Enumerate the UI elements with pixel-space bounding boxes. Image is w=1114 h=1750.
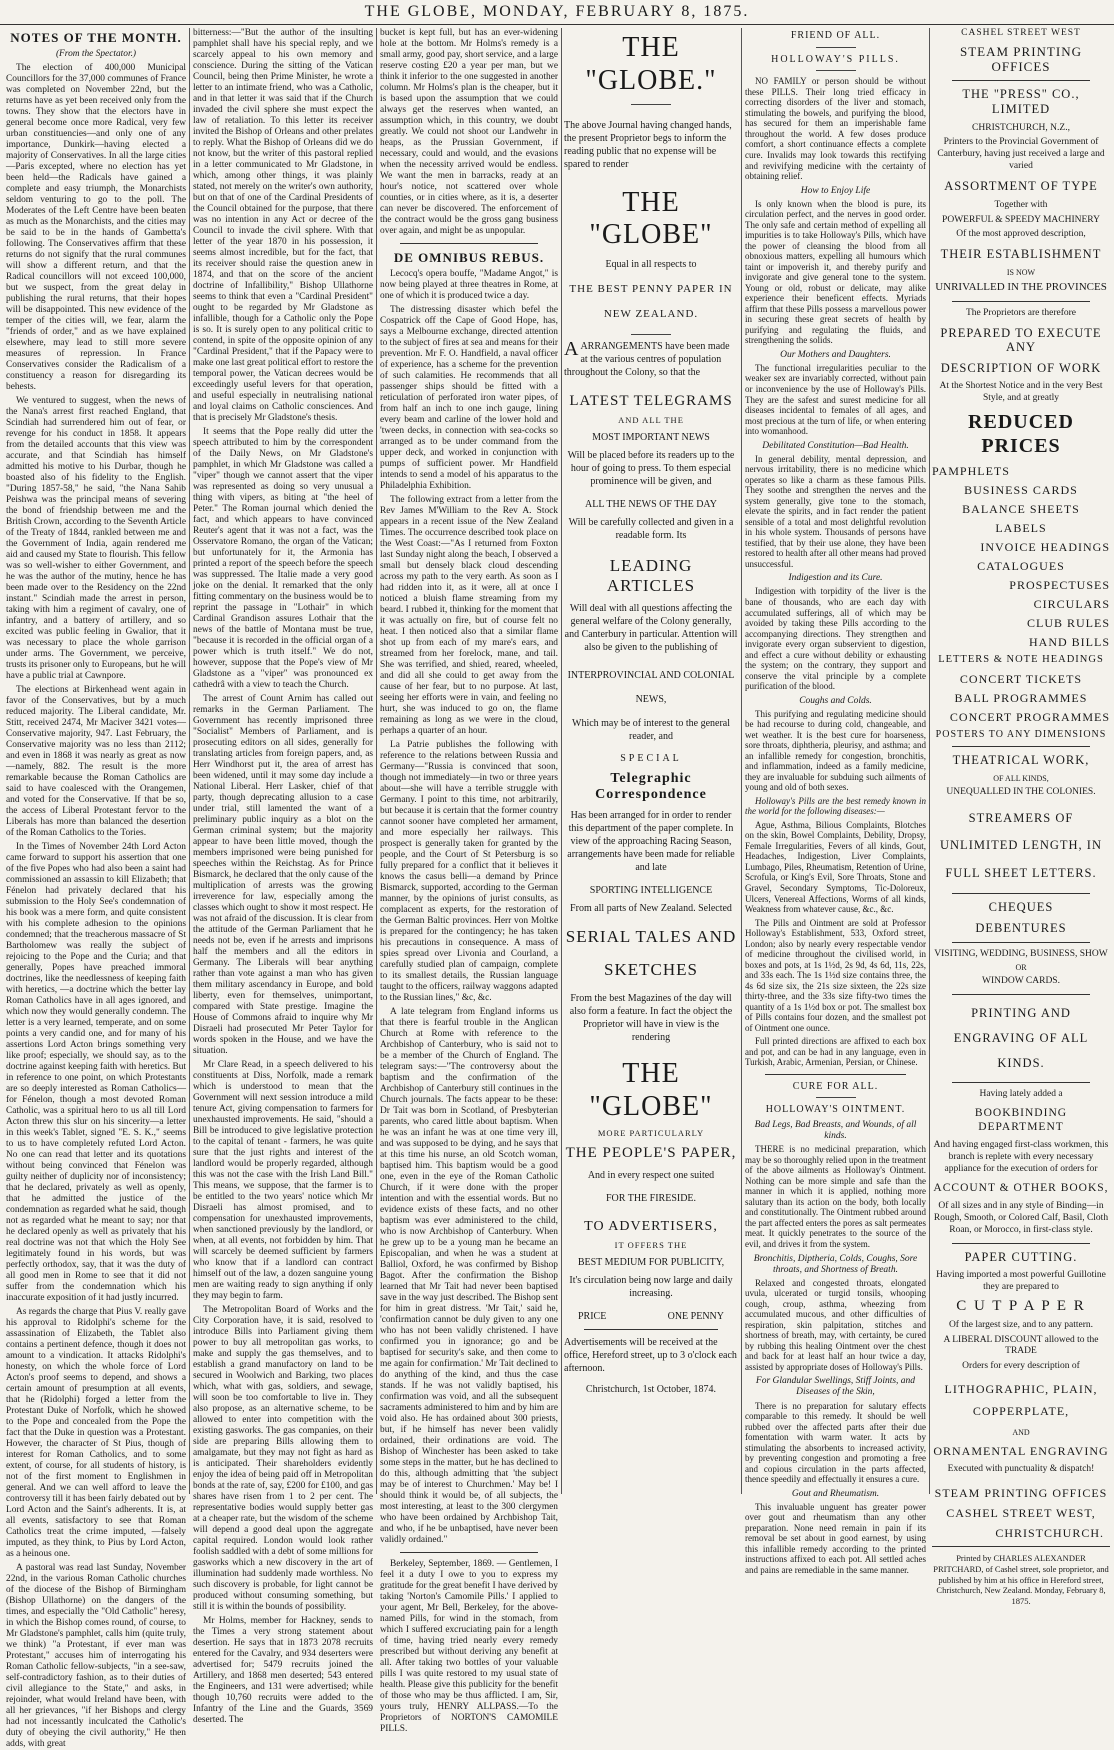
- ad-paragraph: The Pills and Ointment are sold at Professor Holloway's Establishment, 533, Oxford street, London; also by nearly every respectable vendor of medicine throughout the civilised world, in boxes and pots, at 1s 1½d, 2s 9d, 4s 6d, 11s, 22s, and 33s each. The 1s 1½d size contains three, the 4s 6d size six, the 21s size sixteen, the 22s size thirty-three, and the 33s size fifty-two times the quantity of a 1s 1½d box or pot. The smallest box of Pills contains four dozen, and the smallest pot of Ointment one ounce.: [745, 917, 926, 1033]
- leading-articles: LEADING ARTICLES: [606, 556, 696, 595]
- section-divider: [952, 942, 1090, 943]
- footer-address: CASHEL STREET WEST,: [946, 1506, 1096, 1521]
- collected-text: Will be carefully collected and given in a readable form. Its: [568, 517, 734, 542]
- article-paragraph: The election of 400,000 Municipal Councillors for the 37,000 communes of France was completed on November 22nd, but the returns have as yet been received only from the towns. They show that the electors have in general become once more Radical, very few urban constituencies—and only one of any importance, Dunkirk—having elected a majority of Conservatives. In all the large cities—Paris excepted, where no election has yet been held—the Radicals have gained a complete and easy triumph, the Monarchists seldom venturing to go to the poll. The Moderates of the Left Centre have been beaten as much as the Monarchists, and the cities may be said to be in the hands of Gambetta's following. The Conservatives affirm that these returns do not signify that the rural communes will show a different return, and that the Radical councillors will not exceed 100,000, but we suspect, from the great delay in publishing the rural returns, that their hopes will be disappointed. This new evidence of the temper of the cities will, we fear, alarm the "friends of order," and as we have explained elsewhere, may lead to still more severe measures of repression. In France Conservatives consider the Radicalism of a constituency a reason for disregarding its behests.: [6, 63, 186, 393]
- offers-label: IT OFFERS THE: [614, 1240, 688, 1251]
- orders-text: Orders for every description of: [962, 1361, 1080, 1372]
- holloway-advertisement: [745, 28, 926, 1575]
- ad-paragraph: Full printed directions are affixed to each box and pot, and can be had in any language, even in Turkish, Arabic, Armenian, Persian, or Chinese.: [745, 1036, 926, 1068]
- largest-size: Of the largest size, and to any pattern.: [948, 1319, 1094, 1330]
- visiting-cards: VISITING, WEDDING, BUSINESS, SHOW: [934, 948, 1108, 959]
- article-paragraph: The elections at Birkenhead went again in favor of the Conservatives, but by a much reduced majority. The Liberal candidate, Mr. Stitt, received 2474, Mr Maciver 3421 votes—Conservative majority, 947. Last February, the Conservative majority was no less than 2112; and even in 1868 it was nearly as great as now—namely, 882. The result is the more remarkable because the Roman Catholics are said to have coalesced with the Orangemen, and voted for the Conservative. If that be so, the access of Liberal Protestant fervor to the Liberals has more than balanced the desertion of the Roman Catholics to the Tories.: [6, 685, 186, 839]
- lithographic-plain: LITHOGRAPHIC, PLAIN, COPPERPLATE,: [944, 1382, 1098, 1418]
- section-divider: [400, 243, 538, 244]
- subheading: Coughs and Colds.: [799, 695, 872, 706]
- article-paragraph: It seems that the Pope really did utter the speech attributed to him by the correspondent of the Daily News, on Mr Gladstone's pamphlet, in which Mr Gladstone was called a "viper" though we cannot assert that the viper was represented as doing so very unusual a thing with vipers, as biting at "the heel of Peter." The Roman journal which denied the fact, and which appears to have convinced Reuter's agent that it was not a fact, was the Osservatore Romano, the organ of the Vatican; but unfortunately for it, the Armonia has printed a report of the speech before the speech was suppressed. The Italie made a very good joke on the denial. It remarked that the only fitting commentary on the business would be to reprint the passage in "Lothair" in which Cardinal Grandison assures Lothair that the news of the battle of Montana must be true, "because it is recorded in the official organ of a power which is truth itself." We do not, however, suppose that the Pope's view of Mr Gladstone as a "viper" was pronounced ex cathedrâ with a view to teach the Church.: [193, 427, 373, 690]
- ad-paragraph: Relaxed and congested throats, elongated uvula, ulcerated or turgid tonsils, whooping cough, croup, asthma, wheezing from accumulated mucous, and other difficulties of respiration, skin palpitation, stitches and shortness of breath, may, with certainty, be cured by rubbing this healing Ointment over the chest and back for at least half an hour twice a day, assisted by appropriate doses of Holloway's Pills.: [745, 1277, 926, 1372]
- column-rule: [189, 28, 190, 1494]
- article-paragraph: The distressing disaster which befel the Cospatrick off the Cape of Good Hope, has, says a Melbourne exchange, directed attention to the subject of fires at sea and means for their prevention. Mr F. O. Handfield, a naval officer of experience, has a scheme for the prevention of such calamities. He recommends that all passenger ships should be fitted with a reticulation of perforated iron water pipes, of from half an inch to one inch gauge, lining every beam and carline of the lower hold and 'tween decks, in connection with sea-cocks so arranged as to be under command from the upper deck, and worked in conjunction with pumps of sufficient power. Mr Handfield intends to send a model of his apparatus to the Philadelphia Exhibition.: [380, 305, 558, 492]
- short-rule: [816, 47, 856, 48]
- trade-discount: A LIBERAL DISCOUNT allowed to the TRADE: [943, 1334, 1099, 1357]
- short-rule: [816, 1097, 856, 1098]
- peoples-paper: THE PEOPLE'S PAPER,: [565, 1145, 737, 1162]
- address-header: CASHEL STREET WEST: [961, 28, 1081, 38]
- is-now: IS NOW: [1006, 267, 1036, 277]
- source-line: (From the Spectator.): [55, 49, 137, 60]
- reduced-prices: REDUCED PRICES: [968, 411, 1074, 457]
- holloways-pills: HOLLOWAY'S PILLS.: [771, 53, 900, 65]
- and-label: AND: [1012, 1428, 1030, 1438]
- shortest-notice: At the Shortest Notice and in the very Best Style, and at greatly: [939, 381, 1103, 404]
- all-the-news: ALL THE NEWS OF THE DAY: [585, 499, 717, 511]
- placed-text: Will be placed before its readers up to the hour of going to press. To them especial prominence will be given, and: [567, 450, 735, 488]
- ad-paragraph: Is only known when the blood is pure, its circulation perfect, and the nerves in good order. The only safe and certain method of expelling all impurities is to take Holloway's Pills, which have the power of cleansing the blood from all obnoxious matters, expelling all humours which taint or impoverish it, and thereby purify and invigorate and give general tone to the system. Young or old, robust or delicate, may alike experience their beneficent effects. Myriads affirm that these Pills possess a marvellous power in securing these great secrets of health by purifying and regulating the fluids, and strengthening the solids.: [745, 198, 926, 346]
- proprietors-text: The Proprietors are therefore: [966, 307, 1076, 318]
- intro-text: The above Journal having changed hands, the present Proprietor begs to inform the reading public that no expense will be spared to render: [564, 119, 732, 170]
- article-paragraph: As regards the charge that Pius V. really gave his approval to Ridolphi's scheme for the assassination of Elizabeth, the Tablet also contains a pertinent defence, though it does not amount to a vindication. It attacks Ridolphi's honesty, on which the whole force of Lord Acton's proof seems to depend, and shows a certain amount of presumption at all events, that he (Ridolphi) forged a letter from the Protestant Duke of Norfolk, which he showed to the Pope and concealed from the Pope the fact that the Duke in question was a Protestant. However, the character of St Pius, though of interest for Roman Catholics, and to some extent, of course, for all students of history, is not of the first moment to Englishmen in general. And we can well afford to leave the controversy till it has been fairly debated out by Lord Acton and the Saint's adherents. It is, at all events, satisfactory to see that Roman Catholics treat the crime imputed, —falsely imputed, as they think, to Pius by Lord Acton, as a heinous one.: [6, 1307, 187, 1560]
- testimonial: Berkeley, September, 1869. — Gentlemen, I feel it a duty I owe to you to express my gratitude for the great benefit I have derived by taking 'Norton's Camomile Pills.' I applied to your agent, Mr Bell, Berkeley, for the above-named Pills, for wind in the stomach, from which I suffered excruciating pain for a length of time, having tried nearly every remedy prescribed but without deriving any benefit at all. After taking two bottles of your valuable pills I was quite restored to my usual state of health. Please give this publicity for the benefit of those who may be thus afflicted. I am, Sir, yours truly, HENRY ALLPASS.—To the Proprietors of NORTON'S CAMOMILE PILLS.: [380, 1559, 558, 1735]
- their-establishment: THEIR ESTABLISHMENT: [940, 247, 1102, 262]
- telegraphic-correspondence: Telegraphic Correspondence: [595, 770, 707, 802]
- window-cards: WINDOW CARDS.: [982, 976, 1060, 987]
- service-item: CATALOGUES: [977, 559, 1065, 574]
- ad-paragraph: This purifying and regulating medicine should be had recourse to during cold, changeable, and wet weather. It is the best cure for hoarseness, sore throats, diphtheria, pleurisy, and asthma; and an infallible remedy for congestion, bronchitis, and inflammation, indeed as a family medicine, they are invaluable for subduing such ailments of young and old of both sexes.: [745, 708, 926, 793]
- unrivalled-text: UNRIVALLED IN THE PROVINCES: [935, 280, 1107, 293]
- ad-paragraph: In general debility, mental depression, and nervous irritability, there is no medicine which operates so like a charm as these famous Pills. They soothe and strengthen the nerves and the system generally, give tone to the stomach, elevate the spirits, and in fact render the patient sensible of a total and most delightful revolution in his whole system. Thousands of persons have testified, that by their use alone, they have been restored to health after all other means had proved unsuccessful.: [745, 453, 926, 569]
- masthead: THE GLOBE, MONDAY, FEBRUARY 8, 1875.: [0, 0, 1114, 25]
- which-text: Which may be of interest to the general reader, and: [572, 717, 730, 742]
- city-line: CHRISTCHURCH, N.Z.,: [972, 122, 1070, 133]
- footer-text: Advertisements will be received at the office, Hereford street, up to 3 o'clock each afternoon.: [564, 1337, 737, 1375]
- sizes-text: Of all sizes and in any style of Binding—in Rough, Smooth, or Colored Calf, Basil, Cloth Roan, or Morocco, in first-class style.: [933, 1201, 1109, 1235]
- short-rule: [631, 104, 671, 105]
- approved-text: Of the most approved description,: [956, 229, 1086, 240]
- theatrical-work: THEATRICAL WORK,: [952, 753, 1090, 768]
- more-particularly: MORE PARTICULARLY: [597, 1128, 705, 1139]
- service-item: CIRCULARS: [1033, 597, 1110, 612]
- ad-paragraph: The functional irregularities peculiar to the weaker sex are invariably corrected, without pain or inconvenience by the use of Holloway's Pills. They are the safest and surest medicine for all diseases incidental to females of all ages, and most precious at the turn of life, or when entering into womanhood.: [745, 362, 926, 437]
- service-item: BALL PROGRAMMES: [954, 690, 1088, 705]
- bookbinding-department: BOOKBINDING DEPARTMENT: [974, 1107, 1068, 1133]
- column-rule: [929, 28, 930, 1494]
- section-divider: [952, 301, 1090, 302]
- de-omnibus-title: DE OMNIBUS REBUS.: [393, 250, 545, 265]
- dateline: Christchurch, 1st October, 1874.: [585, 1384, 717, 1396]
- article-paragraph: We ventured to suggest, when the news of the Nana's arrest first reached England, that Scindiah had surrendered him out of fear, or revenge for his conduct in 1858. It appears from the detailed accounts that this view was accurate, and that Scindiah has himself admitted his motive to his Durbar, though he boasted also of his fidelity to the English. "During 1857-58," he said, "the Nana Sahib Peishwa was the principal means of severing the bond of friendship between me and the British Crown, according to the Seventh Article of the Treaty of 1844, rankled between me and the Government of India, again rendered me aid and caused my State to flourish. This fellow was so well-wisher to either Government, and he was the author of the mutiny, hence he has been made over to the Residency on the 22nd instant." Scindiah made the arrest in person, taking with him a regiment of cavalry, one of infantry, and a battery of artillery, and so excited was public feeling in Gwalior, that it was necessary to place the whole garrison under arms. The Government, we perceive, trusts its prisoner only to Europeans, but he will have a public trial at Cawnpore.: [6, 396, 186, 682]
- service-item: CONCERT PROGRAMMES: [949, 709, 1110, 724]
- disease-list: Ague, Asthma, Bilious Complaints, Blotches on the skin, Bowel Complaints, Debility, Dropsy, Female Irregularities, Fevers of all kinds, Gout, Headaches, Indigestion, Liver Complaints, Lumbago, Piles, Rheumatism, Retention of Urine, Scrofula, or King's Evil, Sore Throats, Stone and Gravel, Secondary Symptoms, Tic-Doloreux, Ulcers, Venereal Affections, Worms of all kinds, Weakness from whatever cause, &c., &c.: [745, 819, 926, 915]
- account-books: ACCOUNT & OTHER BOOKS,: [933, 1181, 1109, 1194]
- globe-title: THE "GLOBE.": [585, 32, 717, 96]
- service-item: CLUB RULES: [1026, 616, 1110, 631]
- ornamental-engraving: ORNAMENTAL ENGRAVING: [933, 1444, 1109, 1459]
- footer-city: CHRISTCHURCH.: [995, 1526, 1104, 1541]
- column-rule: [741, 28, 742, 1494]
- press-advertisement: [932, 28, 1110, 1606]
- column-1: [6, 28, 187, 1750]
- section-divider: [952, 893, 1090, 894]
- ad-paragraph: Indigestion with torpidity of the liver is the bane of thousands, who are each day with accumulated sufferings, all of which may be avoided by taking these Pills according to the accompanying directions. They strengthen and invigorate every organ subservient to digestion, and effect a cure without debility or exhausting the system; on the contrary, they support and conserve the vital principle by a complete purification of the blood.: [745, 586, 926, 692]
- cure-for-all: CURE FOR ALL.: [792, 1080, 879, 1092]
- price-line: [564, 1310, 738, 1323]
- globe-title: THE "GLOBE": [589, 1057, 713, 1122]
- section-divider: [952, 1082, 1090, 1083]
- section-divider: [400, 1552, 538, 1553]
- serial-tales: SERIAL TALES AND SKETCHES: [565, 927, 737, 979]
- arranged-text: Has been arranged for in order to render this department of the paper complete. In view of the approaching Racing Season, arrangements have been made for reliable and late: [567, 810, 735, 874]
- column-rule: [561, 28, 562, 1494]
- article-paragraph: In the Times of November 24th Lord Acton came forward to support his assertion that one of the five Popes who had also been a saint had commissioned an assassin to kill Elizabeth; that Fénelon had privately declared that his submission to the Holy See's condemnation of his book was a mere form, and quite consistent with his complete adhesion to the opinions condemned; that the treacherous massacre of St Bartholomew was really the subject of rejoicing to the Pope and the Curia; and that generally, Popes have preached immoral doctrines, like the needlessness of keeping faith with heretics, —a doctrine which the better lay Roman Catholics have in all ages ignored, and which now they would generally condemn. The letter is a very learned, temperate, and on some points a very candid one, and for many of his assertions Lord Acton brings something very like proof; especially, we should say, as to the doctrine against keeping faith with heretics. But in reference to one point, on which Protestants are so deeply interested as Roman Catholics—for Fénelon, though a most devoted Roman Catholic, was a spiritual hero to us all till Lord Acton threw this slur on his sincerity—a letter in this week's Tablet, signed "E. S. K.," seems to us to have completely refuted Lord Acton. No one can read that letter and its quotations without being convinced that Fénelon was guilty neither of duplicity nor of inconsistency; that he declared, privately as well as openly, that he admitted the justice of the condemnation as regarded what he said, though not as regarded what he meant to say; nor that he declared openly as well as privately that his real doctrine was not that which the Holy See legitimately found in his words, but was perfectly orthodox, say, that it was the duty of all good men in Rome to see that it did not suffer from the condemnation which his inaccurate exposition of it had justly incurred.: [6, 842, 186, 1304]
- globe-title: THE "GLOBE": [589, 186, 713, 251]
- prepared-text: PREPARED TO EXECUTE ANY: [940, 325, 1102, 355]
- service-item: LETTERS & NOTE HEADINGS: [938, 654, 1104, 666]
- article-paragraph: A late telegram from England informs us that there is fearful trouble in the Anglican Church at Rome with reference to the Archbishop of Canterbury, who is said not to be a member of the Church of England. The telegram says:—"The controversy about the baptism and the confirmation of the Archbishop of Canterbury still continues in the Church journals. The facts appear to be these: Dr Tait was born in Scotland, of Presbyterian parents, who cared little about baptism. When he was an infant he was at one time very ill, and was supposed to be dying, and he says that at this time his nurse, an old Scotch woman, baptised him. This baptism would be a good one, even in the eye of the Roman Catholic Church, if it were done with the proper intention and with the essential words. But no evidence exists of these facts, and no other baptism was ever administered to the child, who is now Archbishop of Canterbury. When he grew up to be a young man he became an Episcopalian, and when he was a student at Balliol, Oxford, he was confirmed by Bishop Bagot. After the confirmation the Bishop learned that Mr Tait had never been baptised save in the way just described. The Bishop sent for him in great distress. 'Mr Tait,' said he, 'confirmation cannot be duly given to any one who has not been validly christened. I have confirmed you in ignorance; go and be baptised for security's sake, and then come to me again for confirmation.' Mr Tait declined to do anything of the kind, and thus the case stands. If he was not validly baptised, his confirmation was void, and all the subsequent sacraments administered to him and by him are void also. He has ordained about 300 priests, but, if he himself has never been validly ordained, their ordinations are void. The Bishop of Winchester has been asked to take some steps in the matter, but he has declined to do this, although admitting that 'the subject may be of interest to Churchmen.' May be! I should think it would be, of all subjects, the most interesting, at least to the 300 clergymen who have been ordained by Archbishop Tait, and who, if he be unbaptised, have never been validly ordained.": [380, 1007, 558, 1546]
- subheading: Debilitated Constitution—Bad Health.: [762, 440, 909, 451]
- unequalled-text: UNEQUALLED IN THE COLONIES.: [946, 786, 1096, 797]
- interprovincial-news: INTERPROVINCIAL AND COLONIAL NEWS,: [567, 669, 735, 705]
- all-kinds: OF ALL KINDS,: [993, 773, 1049, 783]
- section-divider: [584, 1329, 718, 1330]
- ad-paragraph: This invaluable unguent has greater power over gout and rheumatism than any other preparation. None need remain in pain if its removal be set about in good earnest, by using this infallible remedy according to the printed instructions affixed to each pot. All settled aches and pains are remediable in the same manner.: [745, 1501, 926, 1575]
- and-all-the: AND ALL THE: [618, 415, 684, 426]
- service-item: CONCERT TICKETS: [959, 671, 1083, 686]
- imported-text: Having imported a most powerful Guillotine they are prepared to: [936, 1270, 1106, 1293]
- latest-telegrams: LATEST TELEGRAMS: [569, 392, 733, 409]
- circulation-text: It's circulation being now large and daily increasing.: [569, 1275, 733, 1300]
- assortment-of-type: ASSORTMENT OF TYPE: [944, 179, 1098, 194]
- article-paragraph: A pastoral was read last Sunday, November 22nd, in the various Roman Catholic churches of the diocese of the Bishop of Birmingham (Bishop Ullathorne) on the dangers of the times, and especially the "Old Catholic" heresy, in which the Bishop comes round, of course, to Mr Gladstone's pamphlet, calls him (quite truly, we think) "a Protestant, if ever man was Protestant," accuses him of interrogating his Roman Catholic fellow-subjects, "in a see-saw, self-contradictory fashion, as to their duties of civil allegiance to the State," and asks, in rejoinder, what would Ireland have been, with all her grievances, "if her Bishops and clergy had not incessantly inculcated the Catholic's duty of obeying the civil authority," He then adds, with great: [6, 1563, 186, 1750]
- section-divider: [952, 1243, 1090, 1244]
- section-divider: [952, 80, 1090, 81]
- from-all-parts: From all parts of New Zealand. Selected: [570, 903, 732, 915]
- article-paragraph: La Patrie publishes the following with reference to the relations between Russia and Germany—"Russia is convinced that soon, though not immediately—in two or three years about—she will have a terrible struggle with Germany. I point to this time, not arbitrarily, but because it is certain that the former country cannot sooner have completed her armament, and more especially her railways. This prospect is generally taken for granted by the people, and the Court of St Petersburg is so fully prepared for a conflict that it believes it knows the casus belli—a demand by Prince Bismarck, supported, according to the German manner, by the opinions of jurist consults, as complacent as experts, for the restoration of the German Baltic provinces. Herr von Moltke is prepared for the contingency; he has taken his precautions in consequence. A mass of spies spread over Livonia and Courland, a carefully studied plan of campaign, complete to its smallest details, the Russian language taught to the officers, railway waggons adapted to the Russian lines," &c, &c.: [380, 740, 558, 1004]
- service-item: INVOICE HEADINGS: [980, 540, 1110, 555]
- service-item: POSTERS TO ANY DIMENSIONS: [935, 728, 1107, 740]
- printing-engraving: PRINTING AND ENGRAVING OF ALL KINDS.: [953, 1006, 1089, 1071]
- steam-printing-offices: STEAM PRINTING OFFICES: [960, 43, 1082, 75]
- to-advertisers: TO ADVERTISERS,: [584, 1218, 718, 1234]
- subheading: How to Enjoy Life: [800, 185, 871, 196]
- together-with: Together with: [994, 199, 1048, 210]
- article-paragraph: Mr Holms, member for Hackney, sends to the Times a very strong statement about desertion. He says that in 1873 2078 recruits entered for the Cavalry, and 934 deserters were advertised for; 5479 recruits joined the Artillery, and 1868 men deserted; 543 entered the Engineers, and 131 were advertised; while though 10,760 recruits were added to the Infantry of the Line and the Guards, 3569 deserted. The: [193, 1616, 373, 1725]
- subheading: Bronchitis, Diptheria, Colds, Coughs, Sore throats, and Shortness of Breath.: [753, 1253, 918, 1275]
- powerful-machinery: POWERFUL & SPEEDY MACHINERY: [942, 214, 1100, 225]
- section-divider: [952, 746, 1090, 747]
- cut-paper: C U T P A P E R: [956, 1298, 1086, 1315]
- company-name: THE "PRESS" CO., LIMITED: [962, 87, 1080, 116]
- holloways-ointment: HOLLOWAY'S OINTMENT.: [765, 1104, 906, 1116]
- debentures: DEBENTURES: [975, 920, 1067, 935]
- best-medium: BEST MEDIUM FOR PUBLICITY,: [577, 1257, 725, 1269]
- short-rule: [816, 70, 856, 71]
- subheading: For Glandular Swellings, Stiff Joints, and Diseases of the Skin,: [755, 1376, 916, 1398]
- service-item: PROSPECTUSES: [1009, 578, 1110, 593]
- service-item: HAND BILLS: [1029, 635, 1110, 650]
- subheading: Indigestion and its Cure.: [788, 573, 883, 584]
- article-paragraph: The Metropolitan Board of Works and the City Corporation have, it is said, resolved to introduce Bills into Parliament giving them power to buy all metropolitan gas works, to make and supply the gas themselves, and to establish a grand manufactory on land to be secured in Woolwich and Barking, two places which, what with gas, soldiers, and sewage, will soon be too comfortable to live in. They also propose, as an alternative scheme, to be allowed to enter into competition with the existing gasworks. The gas companies, on their side are preparing Bills allowing them to amalgamate, but they may not fight as hard as is anticipated. Their shareholders evidently enjoy the idea of being paid off in Metropolitan bonds at the rate of, say, £200 for £100, and gas shares have risen from 1 to 2 per cent. The representative bodies would supply better gas at a cheaper rate, but the wisdom of the scheme will depend a good deal upon the aggregate capital required. London would look rather foolish saddled with a debt of some millions for gasworks which a new discovery in the art of illumination had suddenly made worthless. No such discovery is probable, for light cannot be produced without consuming something, but still it is within the bounds of possibility.: [193, 1305, 373, 1612]
- column-3: [380, 28, 558, 1735]
- section-divider: [952, 994, 1090, 995]
- arrangements-body: ARRANGEMENTS have been made at the various centres of population throughout the Colony, so that the: [564, 340, 730, 378]
- bookbinding-text: And having engaged first-class workmen, this branch is replete with every necessary appliance for the execution of orders for: [933, 1140, 1109, 1174]
- service-item: BALANCE SHEETS: [962, 502, 1080, 516]
- column-rule: [376, 28, 377, 1494]
- ad-paragraph: THERE is no medicinal preparation, which may be so thoroughly relied upon in the treatment of the above ailments as Holloway's Ointment. Nothing can be more simple and safe than the manner in which it is applied, nothing more salutary than its action on the body, both locally and constitutionally. The Ointment rubbed around the part affected enters the pores as salt permeates meat. It quickly penetrates to the source of the evil, and drives it from the system.: [745, 1144, 926, 1249]
- globe-advertisement: [564, 28, 738, 1494]
- subheading: Our Mothers and Daughters.: [780, 349, 891, 360]
- column-2: [193, 28, 373, 1725]
- streamers-text: STREAMERS OF UNLIMITED LENGTH, IN FULL SHEET LETTERS.: [940, 810, 1102, 880]
- short-rule: [631, 334, 671, 335]
- article-paragraph: bucket is kept full, but has an ever-widening hole at the bottom. Mr Holms's remedy is a small army, good pay, short service, and a large reserve costing £20 a year per man, but we think it inferior to the one suggested in another column. Mr Holms's plan is the cheaper, but it is based upon the assumption that we could always get the reserves when wanted, an assumption which, in this country, we doubt greatly. We could not shoot our Landwehr in heaps, as the Prussian Government, if necessary, could and would, and the evasions when the necessity arrived would be endless. We want the men in barracks, ready at an hour's notice, not scattered over whole counties, or in cities where, as it is, a deserter can never be discovered. The enforcement of the contract would be the gross gang business over again, and might be as unpopular.: [380, 28, 558, 236]
- subheading: Bad Legs, Bad Breasts, and Wounds, of all kinds.: [754, 1120, 917, 1142]
- article-paragraph: Mr Clare Read, in a speech delivered to his constituents at Diss, Norfolk, made a remark which is understood to mean that the Government will next session introduce a mild tenure Act, giving compensation to farmers for unexhausted improvements. He said, "should a Bill be introduced to give legislative protection to the capital of tenant - farmers, he was quite sure that the just rights and interest of the landlord would be properly regarded, although this was not the case with the Irish Land Bill." This means, we suppose, that the farmer is to be entitled to the two years' notice which Mr Disraeli has almost promised, and to compensation for unexhausted improvements, when sanctioned previously by the landlord, or when, at all events, not forbidden by him. That will scarcely be deemed sufficient by farmers who know that if a landlord can contract himself out of the law, a dozen sanguine young men are waiting ready to sign anything if only they may begin to farm.: [193, 1060, 373, 1301]
- article-paragraph: bitterness:—"But the author of the insulting pamphlet shall have his special reply, and we scarcely appeal to his own memory and conscience. During the sitting of the Vatican Council, being then Prime Minister, he wrote a letter to an intimate friend, who was a Catholic, and in that letter it was said that if the Church invaded the civil sphere she must expect the law of retaliation. To this letter its receiver invited the Bishop of Orleans and other prelates to reply. What the Bishop of Orleans did we do not know, but the writer of this pastoral replied in a letter communicated to Mr Gladstone, in which, among other things, it was plainly stated, not merely on the writer's own authority, but on that of one of the Cardinal Presidents of the Council obtained for the purpose, that there was no intention in any Act or decree of the Council to invade the civil sphere. With that letter of the year 1870 in his possession, it seems almost incredible, but for the fact, that its receiver should raise the question anew in 1874, and that on the score of the ancient doctrine of Infallibility," Bishop Ullathorne seems to think that even a "Cardinal President" ought to be regarded by Mr Gladstone as infallible, though for a Catholic only the Pope is so. It is surely open to any political critic to contend, in spite of the opposite opinion of any "Cardinal President," that if the Papacy were to make one last great political effort to restore the temporal power, the Vatican decrees would be exceedingly useful levers for that operation, and useful especially in neutralising national and loyal claims on Catholic consciences. And that is precisely Mr Gladstone's thesis.: [193, 28, 373, 423]
- price-label: PRICE: [578, 1311, 607, 1323]
- article-paragraph: Lecocq's opera bouffe, "Madame Angot," is now being played at three theatres in Rome, at one of which it is produced twice a day.: [380, 269, 558, 302]
- cheques: CHEQUES: [988, 900, 1054, 915]
- every-respect: And in every respect one suited: [587, 1169, 715, 1181]
- for-the-fireside: FOR THE FIRESIDE.: [605, 1192, 697, 1204]
- executed-text: Executed with punctuality & dispatch!: [947, 1464, 1095, 1475]
- notes-title: NOTES OF THE MONTH.: [10, 30, 182, 45]
- ad-paragraph: Holloway's Pills are the best remedy known in the world for the following diseases:—: [745, 795, 926, 817]
- article-paragraph: The arrest of Count Arnim has called out remarks in the German Parliament. The Government has recently imprisoned three "Socialist" Members of Parliament, and is prosecuting editors on all sides, generally for translating articles from foreign papers, and, as Herr Windhorst put it, the area of arrest has been widened, until it may some day include a National Liberal. Herr Lasker, chief of that party, though deprecating allusion to a case under trial, still lamented the want of a preliminary public inquiry as a blot on the German criminal system; but the majority appear to have been little moved, though the members imprisoned were being punished for speeches within the Reichstag. As for Prince Bismarck, he declared that the only cause of the multiplication of arrests was the growing irreverence for law, especially among the classes which ought to show it most respect. He was not afraid of the discussion. It is clear from the attitude of the German Parliament that he needs not be, even if he arrests and imprisons half the members and all the editors in Germany. The Liberals will bear anything rather than vote against a man who has given them military ascendancy in Europe, and bold liberty, even for themselves, unimportant, compared with State prestige. Imagine the House of Commons afraid to inquire why Mr Disraeli had prosecuted Mr Peter Taylor for words spoken in the House, and we have the situation.: [193, 694, 373, 1056]
- section-divider: [932, 1546, 1110, 1547]
- sporting-intelligence: SPORTING INTELLIGENCE: [589, 885, 713, 897]
- deal-text: Will deal with all questions affecting the general welfare of the Colony generally, and Canterbury in particular. Attention will also be given to the publishing of: [564, 602, 738, 653]
- service-item: BUSINESS CARDS: [964, 482, 1078, 497]
- service-item: PAMPHLETS: [932, 463, 1010, 478]
- best-penny-paper: THE BEST PENNY PAPER IN NEW ZEALAND.: [569, 283, 733, 321]
- service-item: LABELS: [995, 521, 1047, 536]
- most-important-news: MOST IMPORTANT NEWS: [592, 432, 710, 444]
- equal-text: Equal in all respects to: [605, 259, 697, 270]
- paper-cutting: PAPER CUTTING.: [964, 1249, 1078, 1264]
- subheading: Gout and Rheumatism.: [791, 1488, 880, 1499]
- description-text: DESCRIPTION OF WORK: [940, 360, 1102, 375]
- printer-imprint: Printed by CHARLES ALEXANDER PRITCHARD, of Cashel street, sole proprietor, and published by him at his office in Hereford street, Christchurch, New Zealand. Monday, February 8, 1875.: [933, 1553, 1109, 1606]
- intro-paragraph: NO FAMILY or person should be without these PILLS. Their long tried efficacy in correcting disorders of the liver and stomach, stimulating the bowels, and purifying the blood, has secured for them an imperishable fame throughout the world. A few doses produce comfort, a short continuance effects a complete cure. Invalids may look towards this rectifying and revivifying medicine with the certainty of obtaining relief.: [745, 76, 926, 182]
- printers-text: Printers to the Provincial Government of Canterbury, having just received a large and varied: [937, 137, 1105, 172]
- section-divider: [765, 1074, 906, 1075]
- service-list: [932, 464, 1110, 740]
- arrangements-text: AARRANGEMENTS have been made at the various centres of population throughout the Colony, so that the: [564, 337, 730, 378]
- magazines-text: From the best Magazines of the day will also form a feature. In fact the object the Proprietor will have in view is the rendering: [569, 992, 733, 1043]
- friend-of-all: FRIEND OF ALL.: [790, 30, 881, 41]
- price-value: ONE PENNY: [667, 1311, 724, 1323]
- lately-added: Having lately added a: [979, 1089, 1063, 1100]
- footer-steam-offices: STEAM PRINTING OFFICES: [934, 1486, 1108, 1501]
- ad-paragraph: There is no preparation for salutary effects comparable to this remedy. It should be well rubbed over the affected parts after their due fomentation with warm water. It acts by stimulating the absorbents to increased activity, by preventing congestion and promoting a free and copious circulation in the parts affected, thence speedily and effectually it ensures a cure.: [745, 1400, 926, 1485]
- article-paragraph: The following extract from a letter from the Rev James M'William to the Rev A. Stock appears in a recent issue of the New Zealand Times. The occurrence described took place on the West Coast:—"As I returned from Foxton last Sunday night along the beach, I observed a small but densely black cloud descending across my path to the very earth. As soon as I had ridden into it, as it were, all at once I noticed a bluish flame streaming from my beard. I rubbed it, thinking for the moment that it was actually on fire, but of course felt no heat. I then noticed also that a similar flame shot up from each of my mare's ears, and streamed from her forelock, mane, and tail. She was terrified, and shied, reared, wheeled, and did all she could to get away from the cause of her fear, but to no purpose. At last, seeing her efforts were in vain, and feeling no hurt, she was induced to go on, the flame remaining as long as we were in the cloud, perhaps a quarter of an hour.: [380, 495, 558, 737]
- special-label: SPECIAL: [620, 752, 682, 764]
- or-label: OR: [1015, 963, 1027, 973]
